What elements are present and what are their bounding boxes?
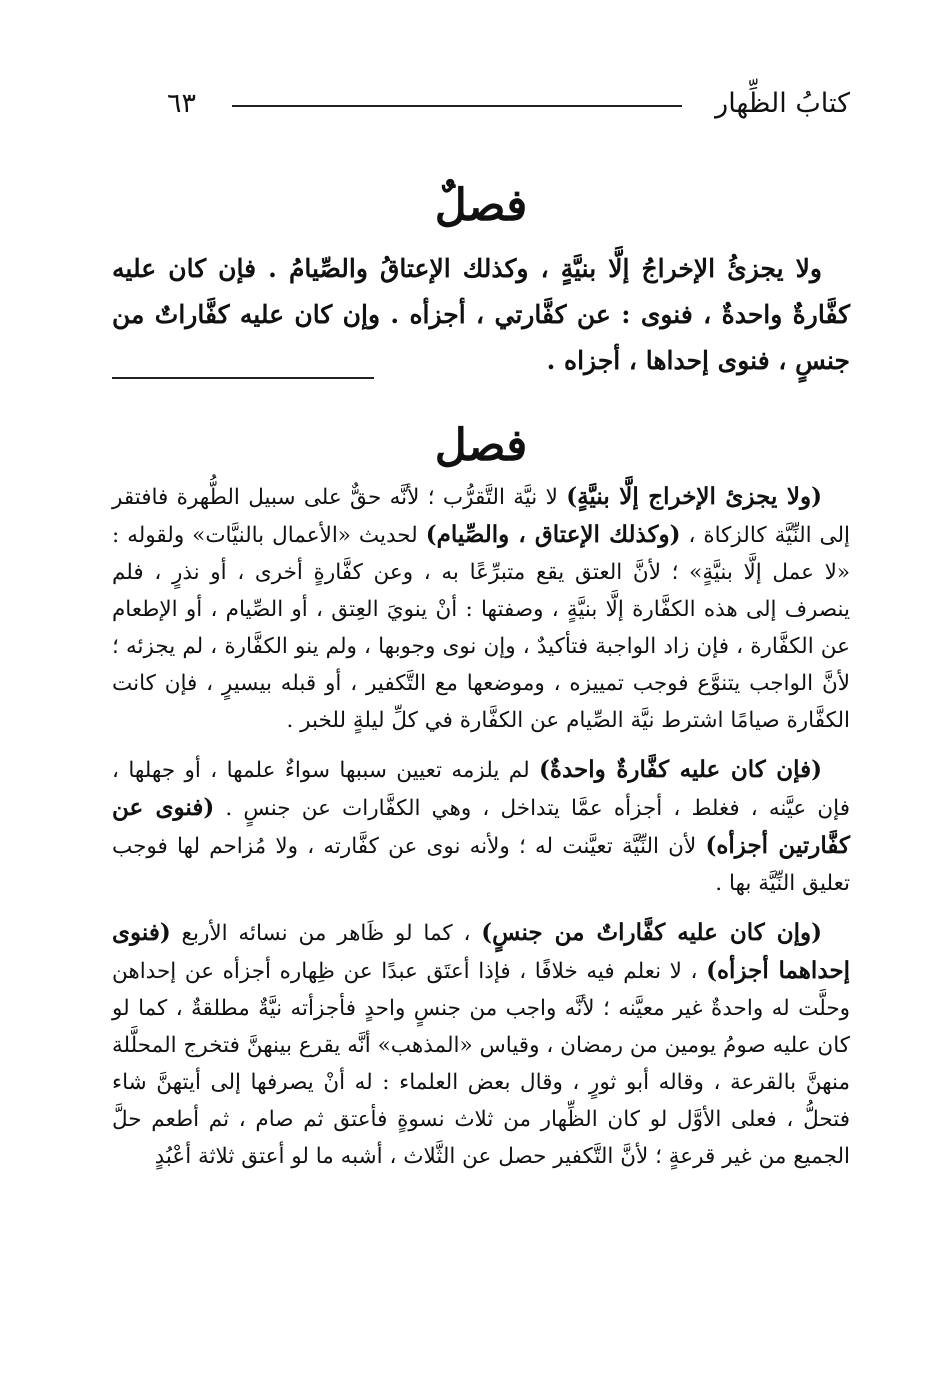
commentary-text: ، لا نعلم فيه خلافًا ، فإذا أعتَق عبدًا عن ظِهاره أجزأه عن إحداهن وحلَّت له واحدةٌ غير معيَّنه ؛ لأنَّه واجب من جنسٍ واحدٍ فأجزأته نيَّةٌ مطلقةٌ ، كما لو كان عليه صومُ يومين من رمضان ، وقياس «المذهب» أنَّه يقرع بينهنَّ فتخرج المحلَّلة منهنَّ بالقرعة ، وقاله أبو ثورٍ ، وقال بعض العلماء : له أنْ يصرفها إلى أيتهنَّ شاء فتحلُّ ، فعلى الأوَّل لو كان الظِّهار من ثلاث نسوةٍ فأعتق ثم صام ، ثم أطعم حلَّ الجميع من غير قرعةٍ ؛ لأنَّ التَّكفير حصل عن الثَّلاث ، أشبه ما لو أعتق ثلاثة أعْبُدٍ: [112, 959, 850, 1169]
quoted-matn: (وإن كان عليه كفَّاراتٌ من جنسٍ): [481, 919, 822, 946]
matn-section-heading: فصلٌ: [434, 180, 528, 231]
quoted-matn: (فإن كان عليه كفَّارةٌ واحدةٌ): [539, 756, 823, 783]
book-page: [112, 80, 850, 1330]
matn-text: ولا يجزئُ الإخراجُ إلَّا بنيَّةٍ ، وكذلك الإعتاقُ والصِّيامُ . فإن كان عليه كفَّارةٌ واحدةٌ ، فنوى : عن كفَّارتي ، أجزأه . وإن كان عليه كفَّاراتٌ من جنسٍ ، فنوى إحداها ، أجزاه .: [112, 254, 850, 375]
book-title: كتابُ الظِّهار: [715, 88, 850, 119]
running-header: [112, 80, 850, 124]
quoted-matn: (وكذلك الإعتاق ، والصِّيام): [425, 521, 681, 548]
commentary-text: ، كما لو ظَاهر من نسائه الأربع: [170, 921, 482, 946]
commentary-paragraph: [112, 751, 850, 902]
commentary-paragraph: [112, 914, 850, 1175]
commentary-paragraph: [112, 478, 850, 739]
commentary-text: لم يلزمه تعيين سببها سواءٌ علمها ، أو جهلها ، فإن عيَّنه ، فغلط ، أجزأه عمَّا يتداخل ، وهي الكفَّارات عن جنسٍ .: [112, 758, 850, 821]
commentary-text: لا نيَّة التَّقرُّب ؛ لأنَّه حقٌّ على سبيل الطُّهرة فافتقر إلى النِّيَّة كالزكاة ،: [112, 485, 850, 548]
matn-separator-rule: [112, 377, 374, 379]
page-number: ٦٣: [167, 88, 197, 119]
commentary-body: [112, 478, 850, 1187]
quoted-matn: (ولا يجزئ الإخراج إلَّا بنيَّةٍ): [566, 483, 822, 510]
sharh-section-heading: فصل: [434, 420, 528, 471]
quoted-matn: (فنوى عن كفَّارتين أجزأه): [112, 794, 850, 859]
quoted-matn: (فنوى إحداهما أجزأه): [112, 919, 851, 984]
header-rule: [232, 105, 682, 107]
commentary-text: لأن النِّيَّة تعيَّنت له ؛ ولأنه نوى عن كفَّارته ، ولا مُزاحم لها فوجب تعليق النِّيَّة بها .: [112, 834, 850, 896]
commentary-text: لحديث «الأعمال بالنيَّات» ولقوله : «لا عمل إلَّا بنيَّةٍ» ؛ لأنَّ العتق يقع متبرِّعًا به ، وعن كفَّارةٍ أخرى ، أو نذرٍ ، فلم ينصرف إلى هذه الكفَّارة إلَّا بنيَّةٍ ، وصفتها : أنْ ينويَ العِتق ، أو الصِّيام ، أو الإطعام عن الكفَّارة ، فإن زاد الواجبة فتأكيدٌ ، وإن نوى وجوبها ، ولم ينو الكفَّارة ، لم يجزئه ؛ لأنَّ الواجب يتنوَّع فوجب تمييزه ، وموضعها مع التَّكفير ، أو قبله بيسيرٍ ، فإن كانت الكفَّارة صيامًا اشترط نيَّة الصِّيام عن الكفَّارة في كلِّ ليلةٍ للخبر .: [112, 523, 850, 733]
